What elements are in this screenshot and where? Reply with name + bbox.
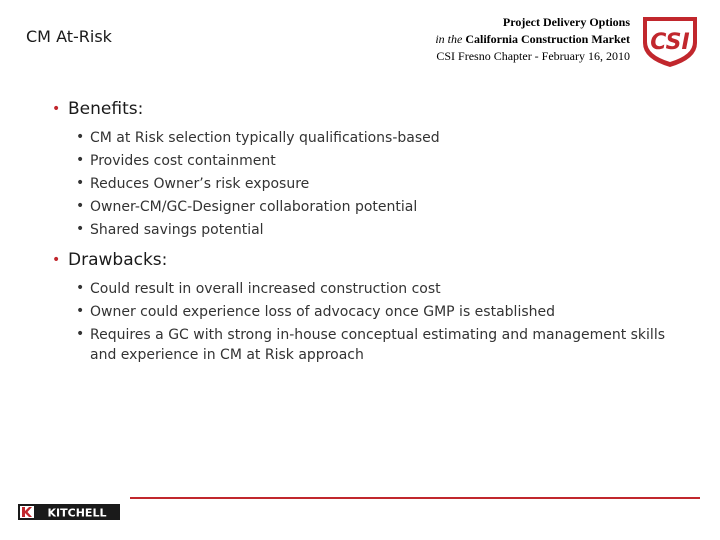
bullet-icon: • <box>76 152 85 168</box>
bullet-icon: • <box>76 303 85 319</box>
header-line-2 <box>435 31 630 48</box>
bullet-icon: • <box>76 129 85 145</box>
bullet-icon: • <box>76 280 85 296</box>
drawbacks-heading: Drawbacks: <box>68 250 168 270</box>
slide-content <box>52 98 692 374</box>
list-item-text: Shared savings potential <box>90 222 264 238</box>
header-line-2-italic: in the <box>435 32 463 46</box>
drawbacks-section <box>52 249 692 366</box>
section-heading <box>52 249 692 271</box>
bullet-icon: • <box>76 221 85 237</box>
list-item-text: Reduces Owner’s risk exposure <box>90 176 310 192</box>
header-line-2-bold: California Construction Market <box>465 32 630 46</box>
bullet-icon: • <box>76 175 85 191</box>
footer-divider <box>130 497 700 499</box>
bullet-icon: • <box>76 326 85 342</box>
bullet-icon: • <box>52 252 61 268</box>
list-item <box>76 300 692 323</box>
section-heading <box>52 98 692 120</box>
header-line-1: Project Delivery Options <box>502 15 630 29</box>
benefits-list <box>52 126 692 241</box>
benefits-section <box>52 98 692 241</box>
drawbacks-list <box>52 277 692 366</box>
list-item <box>76 149 692 172</box>
list-item-text: Requires a GC with strong in-house conceptual estimating and management skills and experience in CM at Risk approach <box>90 327 666 363</box>
kitchell-logo <box>18 504 120 520</box>
bullet-icon: • <box>76 198 85 214</box>
list-item <box>76 277 692 300</box>
csi-logo <box>640 13 700 69</box>
benefits-heading: Benefits: <box>68 99 144 119</box>
list-item <box>76 172 692 195</box>
list-item <box>76 195 692 218</box>
list-item-text: Could result in overall increased construction cost <box>90 281 441 297</box>
list-item <box>76 323 692 366</box>
list-item <box>76 218 692 241</box>
bullet-icon: • <box>52 101 61 117</box>
presentation-header <box>435 14 630 65</box>
list-item-text: Owner-CM/GC-Designer collaboration potential <box>90 199 418 215</box>
csi-logo-text: CSI <box>650 30 690 55</box>
list-item-text: Provides cost containment <box>90 153 276 169</box>
list-item-text: CM at Risk selection typically qualifications-based <box>90 130 440 146</box>
header-line-3: CSI Fresno Chapter - February 16, 2010 <box>436 49 630 63</box>
list-item <box>76 126 692 149</box>
slide-title: CM At-Risk <box>26 27 112 46</box>
list-item-text: Owner could experience loss of advocacy once GMP is established <box>90 304 555 320</box>
kitchell-logo-text: KITCHELL <box>47 506 107 520</box>
